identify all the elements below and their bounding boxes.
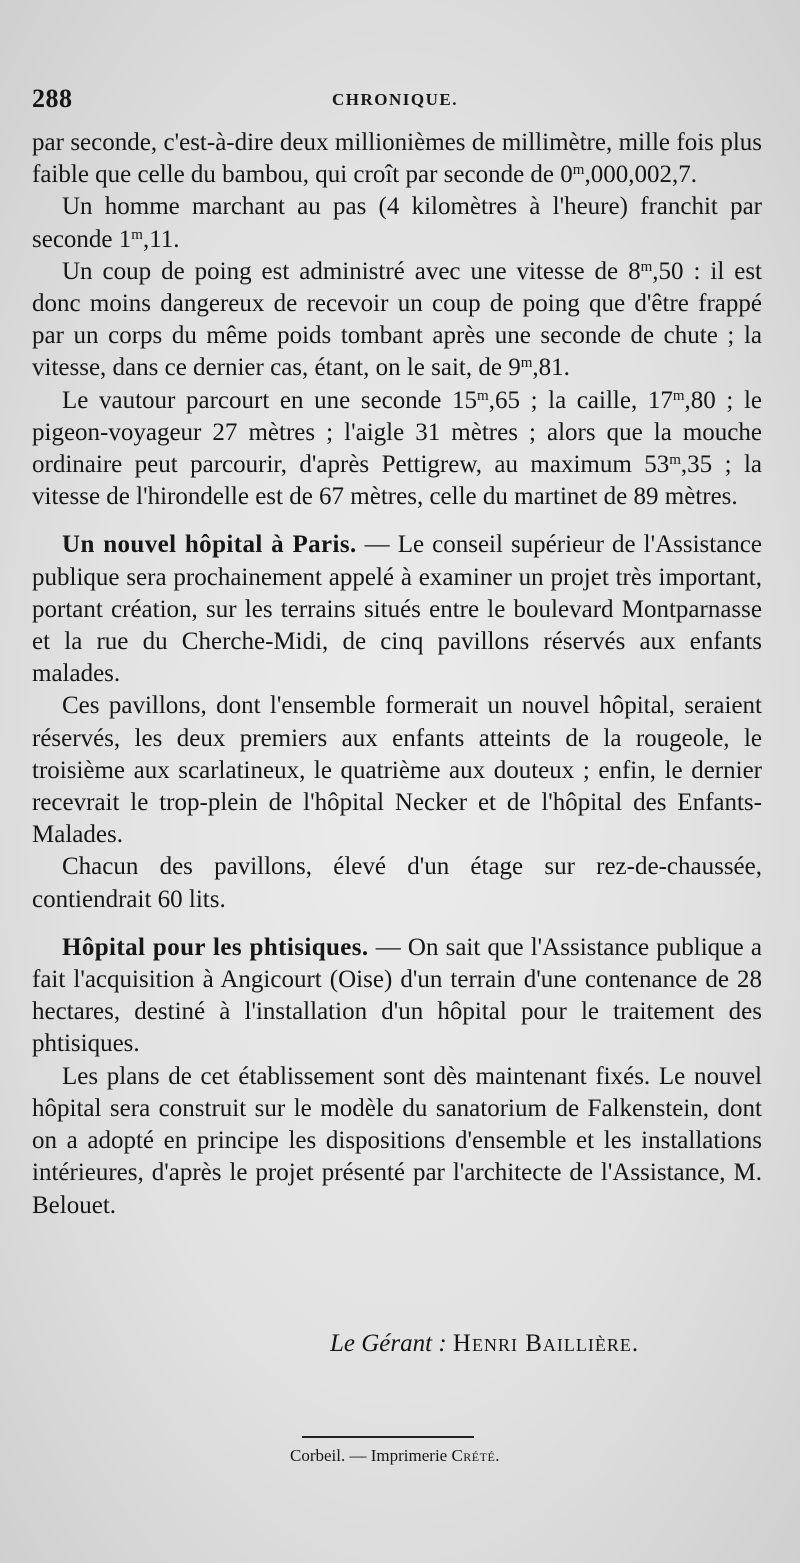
imprint-place: Corbeil. — Imprimerie xyxy=(290,1446,448,1465)
imprint-printer: Crété. xyxy=(451,1446,501,1465)
paragraph: Un coup de poing est administré avec une vitesse de 8$^m$,50 : il est donc moins dangereux de recevoir un coup de poing que d'être frappé par un corps du même poids tombant après une seconde de chute ; la vitesse, dans ce dernier cas, étant, on le sait, de 9$^m$,81. xyxy=(32,257,762,382)
page-header xyxy=(32,84,772,118)
printer-imprint xyxy=(290,1446,610,1466)
paragraph: par seconde, c'est-à-dire deux millionièmes de millimètre, mille fois plus faible que celle du bambou, qui croît par seconde de 0$^m$,000,002,7. xyxy=(32,129,762,189)
divider xyxy=(302,1436,474,1438)
article-body xyxy=(32,127,762,1222)
paragraph: Les plans de cet établissement sont dès maintenant fixés. Le nouvel hôpital sera construit sur le modèle du sanatorium de Falkenstein, dont on a adopté en principe les dispositions d'ensemble et les installations intérieures, d'après le projet présenté par l'architecte de l'Assistance, M. Belouet. xyxy=(32,1062,762,1219)
paragraph: Le vautour parcourt en une seconde 15$^m$,65 ; la caille, 17$^m$,80 ; le pigeon-voyageur 27 mètres ; l'aigle 31 mètres ; alors que la mouche ordinaire peut parcourir, d'après Pettigrew, au maximum 53$^m$,35 ; la vitesse de l'hirondelle est de 67 mètres, celle du martinet de 89 mètres. xyxy=(32,386,762,511)
signature-name: Henri Baillière. xyxy=(452,1330,640,1357)
paragraph: Ces pavillons, dont l'ensemble formerait un nouvel hôpital, seraient réservés, les deux premiers aux enfants atteints de la rougeole, le troisième aux scarlatineux, le quatrième aux douteux ; enfin, le dernier recevrait le trop-plein de l'hôpital Necker et de l'hôpital des Enfants-Malades. xyxy=(32,692,762,849)
section-title: Un nouvel hôpital à Paris. xyxy=(62,531,357,559)
running-head: CHRONIQUE. xyxy=(332,90,458,109)
page-number: 288 xyxy=(32,84,73,113)
paragraph: Chacun des pavillons, élevé d'un étage sur rez-de-chaussée, contiendrait 60 lits. xyxy=(32,853,762,913)
signature-line xyxy=(330,1330,770,1358)
section-paragraph: Hôpital pour les phtisiques. — On sait que l'Assistance publique a fait l'acquisition à Angicourt (Oise) d'un terrain d'une contenance de 28 hectares, destiné à l'installation d'un hôpital pour le traitement des phtisiques. xyxy=(32,933,762,1058)
paragraph: Un homme marchant au pas (4 kilomètres à l'heure) franchit par seconde 1$^m$,11. xyxy=(32,193,762,253)
signature-label: Le Gérant : xyxy=(330,1330,447,1357)
section-title: Hôpital pour les phtisiques. xyxy=(62,933,369,961)
section-paragraph: Un nouvel hôpital à Paris. — Le conseil supérieur de l'Assistance publique sera prochainement appelé à examiner un projet très important, portant création, sur les terrains situés entre le boulevard Montparnasse et la rue du Cherche-Midi, de cinq pavillons réservés aux enfants malades. xyxy=(32,531,762,688)
